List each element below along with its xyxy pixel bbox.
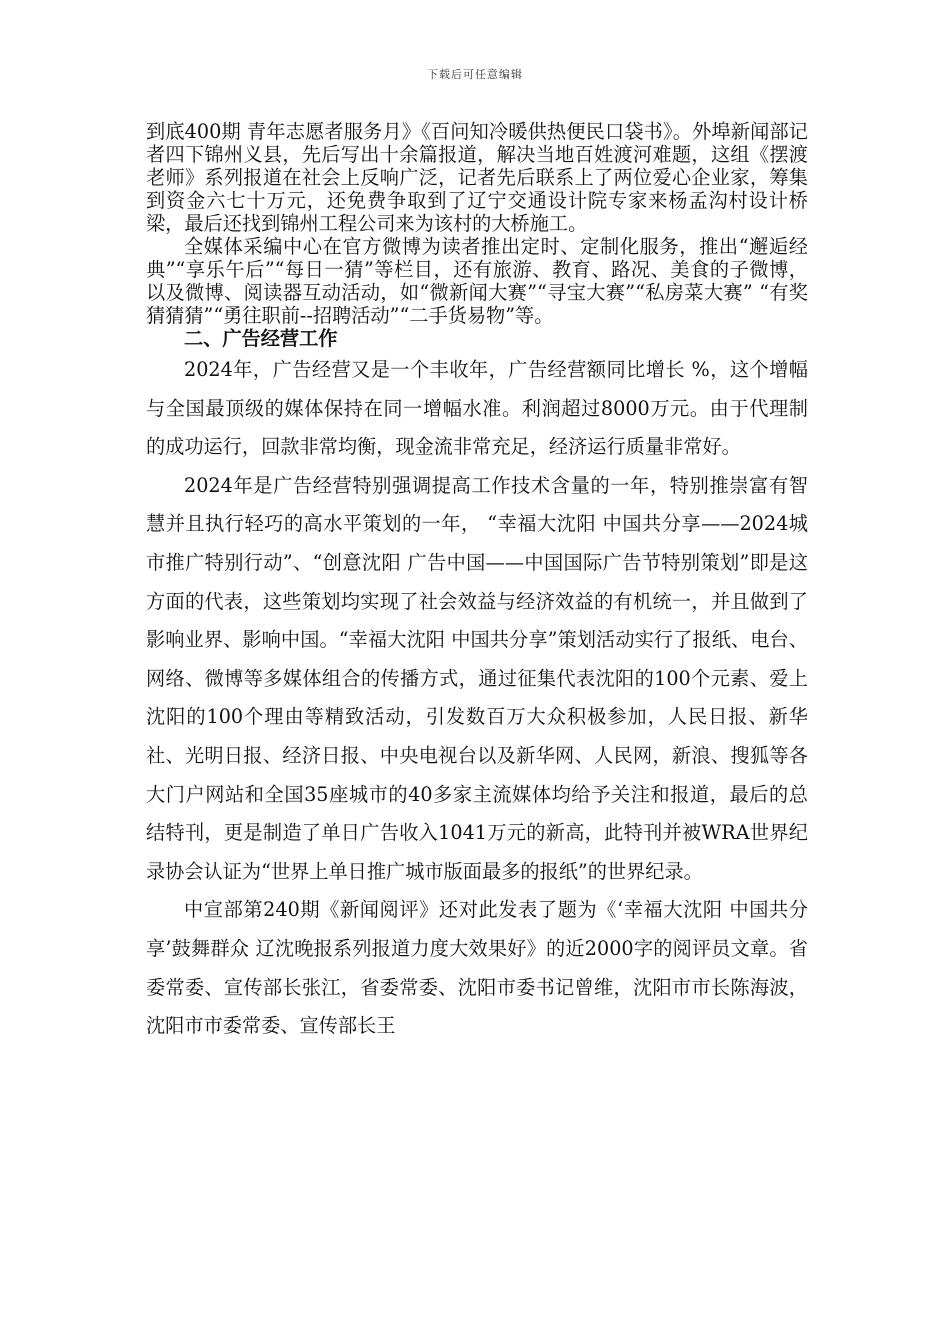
section-advertising bbox=[146, 351, 808, 1046]
paragraph-news-review: 中宣部第240期《新闻阅评》还对此发表了题为《‘幸福大沈阳 中国共分享’鼓舞群众 辽沈晚报系列报道力度大效果好》的近2000字的阅评员文章。省委常委、宣传部长张江，省委常委、沈阳市委书记曾维，沈阳市市长陈海波，沈阳市市委常委、宣传部长王 bbox=[146, 898, 808, 1038]
section-heading-advertising: 二、广告经营工作 bbox=[184, 327, 338, 350]
document-body bbox=[146, 120, 808, 1046]
page-header: 下载后可任意编辑 bbox=[427, 68, 523, 81]
paragraph-weibo-services: 全媒体采编中心在官方微博为读者推出定时、定制化服务，推出“邂逅经典”“享乐午后”“每日一猜”等栏目，还有旅游、教育、路况、美食的子微博，以及微博、阅读器互动活动，如“微新闻大赛”“寻宝大赛”“私房菜大赛” “有奖猜猜猜”“勇往职前--招聘活动”“二手货易物”等。 bbox=[146, 235, 808, 327]
paragraph-reporting: 到底400期 青年志愿者服务月》《百问知冷暖供热便民口袋书》。外埠新闻部记者四下锦州义县，先后写出十余篇报道，解决当地百姓渡河难题，这组《摆渡老师》系列报道在社会上反响广泛，记者先后联系上了两位爱心企业家，筹集到资金六七十万元，还免费争取到了辽宁交通设计院专家来杨孟沟村设计桥梁，最后还找到锦州工程公司来为该村的大桥施工。 bbox=[146, 120, 808, 235]
section-news-work bbox=[146, 120, 808, 327]
paragraph-ad-planning: 2024年是广告经营特别强调提高工作技术含量的一年，特别推崇富有智慧并且执行轻巧的高水平策划的一年， “幸福大沈阳 中国共分享——2024城市推广特别行动”、“创意沈阳 广告中国——中国国际广告节特别策划”即是这方面的代表，这些策划均实现了社会效益与经济效益的有机统一，并且做到了影响业界、影响中国。“幸福大沈阳 中国共分享”策划活动实行了报纸、电台、网络、微博等多媒体组合的传播方式，通过征集代表沈阳的100个元素、爱上沈阳的100个理由等精致活动，引发数百万大众积极参加，人民日报、新华社、光明日报、经济日报、中央电视台以及新华网、人民网，新浪、搜狐等各大门户网站和全国35座城市的40多家主流媒体均给予关注和报道，最后的总结特刊，更是制造了单日广告收入1041万元的新高，此特刊并被WRA世界纪录协会认证为“世界上单日推广城市版面最多的报纸”的世界纪录。 bbox=[146, 473, 808, 883]
paragraph-ad-revenue: 2024年，广告经营又是一个丰收年，广告经营额同比增长 %，这个增幅与全国最顶级的媒体保持在同一增幅水准。利润超过8000万元。由于代理制的成功运行，回款非常均衡，现金流非常充足，经济运行质量非常好。 bbox=[146, 358, 808, 459]
